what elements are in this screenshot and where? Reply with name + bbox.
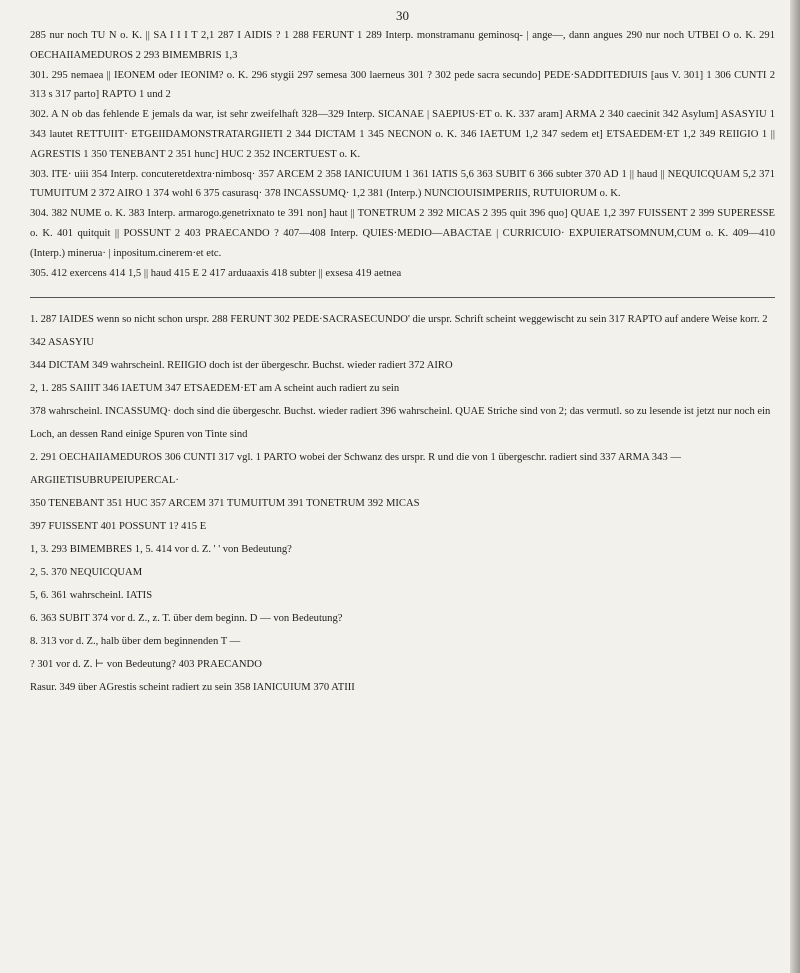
apparatus-line: 305. 412 exercens 414 1,5 || haud 415 E 2 417 arduaaxis 418 subter || exsesa 419 aetnea (30, 267, 402, 279)
note-line: 5, 6. 361 wahrscheinl. IATIS (30, 590, 153, 602)
note-line: 2. 291 OECHAIIAMEDUROS 306 CUNTI 317 vgl. 1 PARTO wobei der Schwanz des urspr. R und die von 1 übergeschr. radiert sind 337 ARMA 343 —ARGIIETISUBRUPEIUPERCAL· (30, 452, 681, 487)
apparatus-line: 302. A N ob das fehlende E jemals da war, ist sehr zweifelhaft 328—329 Interp. SICANAE | SAEPIUS·ET o. K. 337 aram] ARMA 2 340 caecinit 342 Asylum] ASASYIU 1 343 lautet RETTUIIT· ETGEIIDAMONSTRATARGIIETI 2 344 DICTAM 1 345 NECNON o. K. 346 IAETUM 1,2 347 sedem et] ETSAEDEM·ET 1,2 349 REIIGIO 1 || AGRESTIS 1 350 TENEBANT 2 351 hunc] HUC 2 352 INCERTUEST o. K. (30, 109, 775, 160)
apparatus-line: 303. ITE· uiii 354 Interp. concuteretdextra·nimbosq· 357 ARCEM 2 358 IANICUIUM 1 361 IATIS 5,6 363 SUBIT 6 366 subter 370 AD 1 || haud || NEQUICQUAM 5,2 371 TUMUITUM 2 372 AIRO 1 374 wohl 6 375 casurasq· 378 INCASSUMQ· 1,2 381 (Interp.) NUNCIOUISIMPERIIS, RUTUIORUM o. K. (30, 168, 775, 200)
note-line: 2, 5. 370 NEQUICQUAM (30, 567, 143, 579)
apparatus-line: 285 nur noch TU N o. K. || SA I I I T 2,1 287 I AIDIS ? 1 288 FERUNT 1 289 Interp. monstramanu geminosq- | ange—, dann angues 290 nur noch UTBEI O o. K. 291 OECHAIIAMEDUROS 2 293 BIMEMBRIS 1,3 (30, 30, 775, 61)
critical-apparatus (30, 26, 775, 283)
correction-notes (30, 308, 775, 699)
note-line: 350 TENEBANT 351 HUC 357 ARCEM 371 TUMUITUM 391 TONETRUM 392 MICAS (30, 498, 420, 510)
note-line: 344 DICTAM 349 wahrscheinl. REIIGIO doch ist der übergeschr. Buchst. wieder radiert 372 AIRO (30, 360, 453, 372)
note-line: 1, 3. 293 BIMEMBRES 1, 5. 414 vor d. Z. ' ' von Bedeutung? (30, 544, 292, 556)
note-line: 6. 363 SUBIT 374 vor d. Z., z. T. über dem beginn. D — von Bedeutung? (30, 613, 343, 625)
scan-edge-shadow (790, 0, 800, 973)
note-line: ? 301 vor d. Z. ⊢ von Bedeutung? 403 PRAECANDO (30, 659, 262, 671)
page-number: 30 (396, 8, 409, 23)
apparatus-line: 301. 295 nemaea || IEONEM oder IEONIM? o. K. 296 stygii 297 semesa 300 laerneus 301 ? 302 pede sacra secundo] PEDE·SADDITEDIUIS [aus V. 301] 1 306 CUNTI 2 313 s 317 parto] RAPTO 1 und 2 (30, 69, 775, 101)
apparatus-line: 304. 382 NUME o. K. 383 Interp. armarogo.genetrixnato te 391 non] haut || TONETRUM 2 392 MICAS 2 395 quit 396 quo] QUAE 1,2 397 FUISSENT 2 399 SUPERESSE o. K. 401 quitquit || POSSUNT 2 403 PRAECANDO ? 407—408 Interp. QUIES·MEDIO—ABACTAE | CURRICUIO· EXPUIERATSOMNUM,CUM o. K. 409—410 (Interp.) minerua· | inpositum.cinerem·et etc. (30, 208, 775, 259)
note-line: Rasur. 349 über AGrestis scheint radiert zu sein 358 IANICUIUM 370 ATIII (30, 682, 355, 694)
note-line: 378 wahrscheinl. INCASSUMQ· doch sind die übergeschr. Buchst. wieder radiert 396 wahrscheinl. QUAE Striche sind von 2; das vermutl. so zu lesende ist jetzt nur noch ein Loch, an dessen Rand einige Spuren von Tinte sind (30, 406, 771, 441)
note-line: 1. 287 IAIDES wenn so nicht schon urspr. 288 FERUNT 302 PEDE·SACRASECUNDO' die urspr. Schrift scheint weggewischt zu sein 317 RAPTO auf andere Weise korr. 2 342 ASASYIU (30, 314, 768, 349)
note-line: 2, 1. 285 SAIIIT 346 IAETUM 347 ETSAEDEM·ET am A scheint auch radiert zu sein (30, 383, 400, 395)
note-line: 397 FUISSENT 401 POSSUNT 1? 415 E (30, 521, 207, 533)
page (30, 8, 775, 699)
section-divider (30, 297, 775, 298)
note-line: 8. 313 vor d. Z., halb über dem beginnenden T — (30, 636, 241, 648)
